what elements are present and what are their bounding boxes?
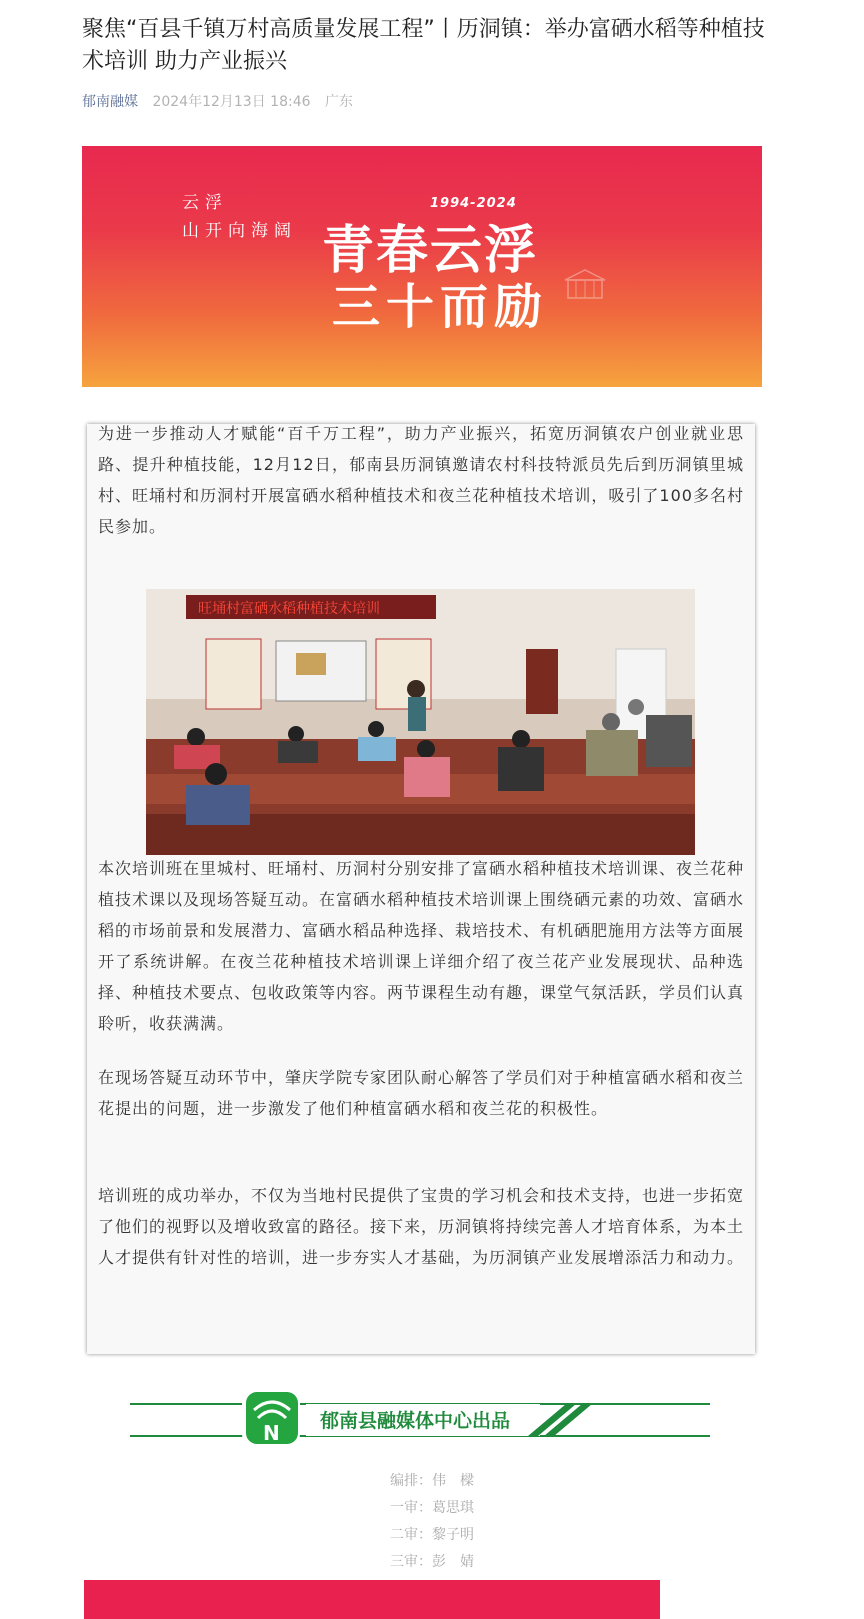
classroom-photo-illustration [146, 589, 695, 855]
article-meta [82, 91, 363, 111]
credit-review-1: 一审：葛思琪 [390, 1500, 474, 1516]
banner-city: 云浮 [182, 193, 228, 213]
article-title: 聚焦“百县千镇万村高质量发展工程”丨历洞镇：举办富硒水稻等种植技术培训 助力产业振兴 [82, 17, 765, 74]
paragraph-intro: 为进一步推动人才赋能“百千万工程”，助力产业振兴，拓宽历洞镇农户创业就业思路、提升种植技能，12月12日，郁南县历洞镇邀请农村科技特派员先后到历洞镇里城村、旺埇村和历洞村开展富硒水稻种植技术和夜兰花种植技术培训，吸引了100多名村民参加。 [98, 424, 744, 536]
banner-headline-2: 三十而励 [332, 279, 549, 335]
article-body-card [87, 424, 755, 1354]
training-photo [146, 589, 695, 855]
paragraph-qa: 在现场答疑互动环节中，肇庆学院专家团队耐心解答了学员们对于种植富硒水稻和夜兰花提出的问题，进一步激发了他们种植富硒水稻和夜兰花的积极性。 [98, 1068, 745, 1118]
producer-logo [130, 1388, 710, 1448]
paragraph-outcome: 培训班的成功举办，不仅为当地村民提供了宝贵的学习机会和技术支持，也进一步拓宽了他们的视野以及增收致富的路径。接下来，历洞镇将持续完善人才培育体系，为本土人才提供有针对性的培训，进一步夯实人才基础，为历洞镇产业发展增添活力和动力。 [98, 1186, 745, 1267]
banner-headline-1: 青春云浮 [322, 221, 539, 281]
producer-label: 郁南县融媒体中心出品 [320, 1410, 511, 1432]
credit-review-2: 二审：黎子明 [390, 1527, 474, 1543]
banner-slogan: 山开向海阔 [182, 221, 297, 241]
paragraph-course: 本次培训班在里城村、旺埇村、历洞村分别安排了富硒水稻种植技术培训课、夜兰花种植技术课以及现场答疑互动。在富硒水稻种植技术培训课上围绕硒元素的功效、富硒水稻的市场前景和发展潜力、富硒水稻品种选择、栽培技术、有机硒肥施用方法等方面展开了系统讲解。在夜兰花种植技术培训课上详细介绍了夜兰花产业发展现状、品种选择、种植技术要点、包收政策等内容。两节课程生动有趣，课堂气氛活跃，学员们认真聆听，收获满满。 [98, 859, 745, 1033]
svg-text:N: N [263, 1421, 280, 1445]
header-banner-image [82, 146, 762, 387]
bottom-banner-image [84, 1580, 660, 1619]
publish-location: 广东 [324, 94, 353, 110]
banner-years: 1994-2024 [430, 196, 517, 211]
credit-review-3: 三审：彭 婧 [390, 1554, 474, 1570]
account-name-link[interactable]: 郁南融媒 [82, 94, 138, 110]
credit-editor: 编排：伟 樑 [390, 1473, 474, 1489]
photo-led-banner: 旺埇村富硒水稻种植技术培训 [198, 601, 380, 617]
building-icon [560, 266, 610, 302]
publish-datetime: 2024年12月13日 18:46 [152, 94, 311, 110]
